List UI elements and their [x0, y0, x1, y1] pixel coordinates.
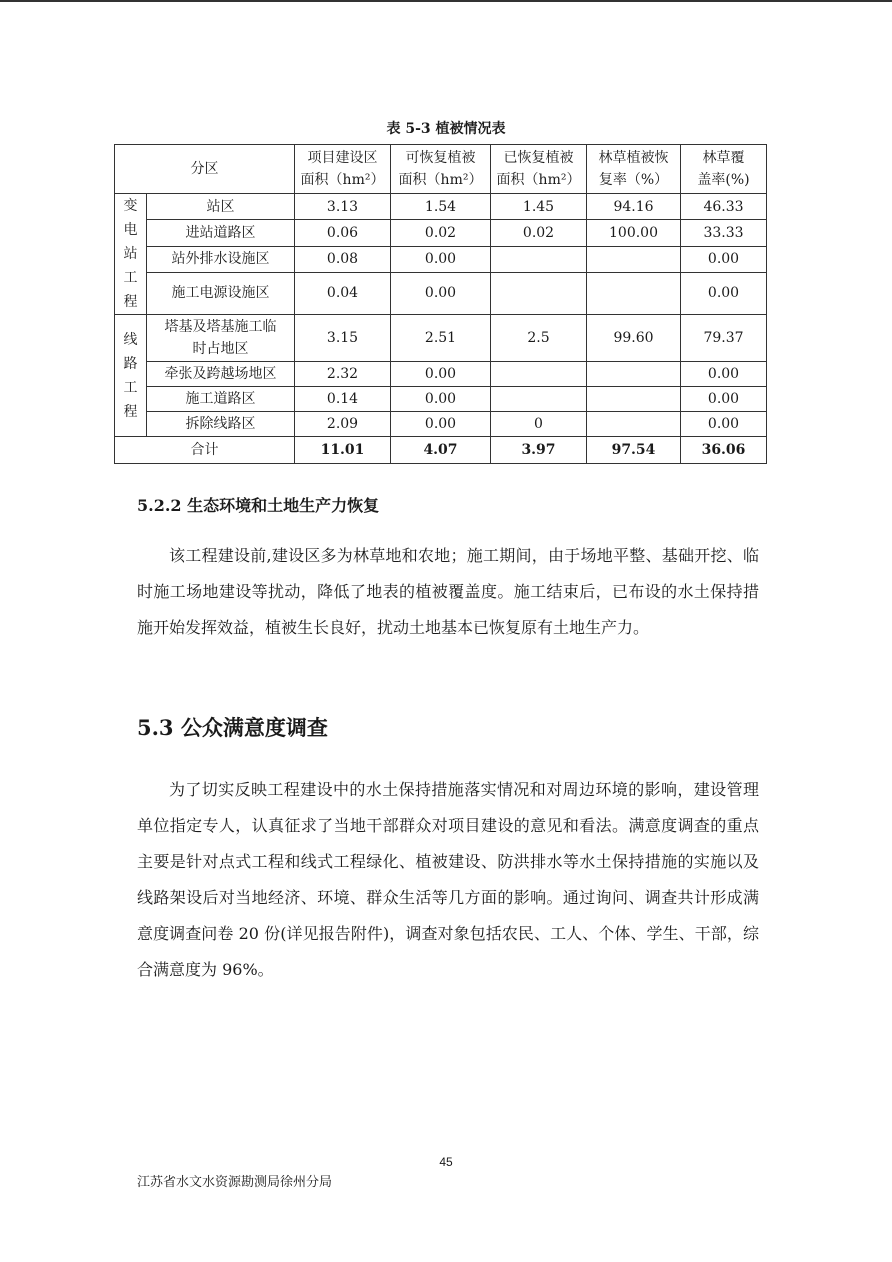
cell-restored — [491, 387, 587, 412]
cell-zone: 站区 — [147, 194, 295, 220]
cell-area: 2.09 — [295, 412, 391, 437]
cell-restored — [491, 246, 587, 272]
header-cover: 林草覆 盖率(%) — [681, 145, 767, 194]
cell-area: 0.14 — [295, 387, 391, 412]
table-header-row — [115, 145, 767, 194]
total-area: 11.01 — [295, 437, 391, 464]
cell-recoverable: 0.02 — [391, 220, 491, 246]
cell-zone: 塔基及塔基施工临 时占地区 — [147, 315, 295, 362]
cell-area: 0.08 — [295, 246, 391, 272]
cell-recoverable: 2.51 — [391, 315, 491, 362]
cell-recoverable: 0.00 — [391, 362, 491, 387]
table-row — [115, 220, 767, 246]
cell-recoverable: 1.54 — [391, 194, 491, 220]
paragraph-522: 该工程建设前,建设区多为林草地和农地；施工期间，由于场地平整、基础开挖、临时施工场地建设等扰动，降低了地表的植被覆盖度。施工结束后，已布设的水土保持措施开始发挥效益，植被生长良好，扰动土地基本已恢复原有土地生产力。 — [137, 546, 759, 637]
cell-rate — [587, 412, 681, 437]
cell-recoverable: 0.00 — [391, 272, 491, 314]
cell-recoverable: 0.00 — [391, 387, 491, 412]
section-heading-522: 5.2.2 生态环境和土地生产力恢复 — [137, 496, 380, 515]
table-row — [115, 315, 767, 362]
table-row — [115, 362, 767, 387]
table-row — [115, 246, 767, 272]
vegetation-table — [114, 144, 767, 464]
table-total-row — [115, 437, 767, 464]
cell-restored: 0.02 — [491, 220, 587, 246]
cell-cover: 46.33 — [681, 194, 767, 220]
cell-rate: 100.00 — [587, 220, 681, 246]
header-restored: 已恢复植被 面积（hm²） — [491, 145, 587, 194]
cell-recoverable: 0.00 — [391, 246, 491, 272]
cell-zone: 站外排水设施区 — [147, 246, 295, 272]
table-row — [115, 387, 767, 412]
cell-zone: 进站道路区 — [147, 220, 295, 246]
cell-zone: 施工电源设施区 — [147, 272, 295, 314]
cell-area: 2.32 — [295, 362, 391, 387]
table-row — [115, 272, 767, 314]
cell-zone: 牵张及跨越场地区 — [147, 362, 295, 387]
total-cover: 36.06 — [681, 437, 767, 464]
group-substation: 变 电 站 工 程 — [115, 194, 147, 315]
header-recoverable: 可恢复植被 面积（hm²） — [391, 145, 491, 194]
cell-rate — [587, 362, 681, 387]
page-number: 45 — [439, 1155, 453, 1169]
table-caption: 表 5-3 植被情况表 — [386, 121, 506, 137]
cell-rate: 99.60 — [587, 315, 681, 362]
header-area: 项目建设区 面积（hm²） — [295, 145, 391, 194]
cell-cover: 0.00 — [681, 362, 767, 387]
table-row — [115, 412, 767, 437]
total-label: 合计 — [115, 437, 295, 464]
cell-rate — [587, 246, 681, 272]
cell-restored — [491, 272, 587, 314]
cell-restored: 1.45 — [491, 194, 587, 220]
cell-recoverable: 0.00 — [391, 412, 491, 437]
cell-area: 0.06 — [295, 220, 391, 246]
footer-organization: 江苏省水文水资源勘测局徐州分局 — [137, 1175, 333, 1190]
cell-rate — [587, 272, 681, 314]
header-rate: 林草植被恢 复率（%） — [587, 145, 681, 194]
cell-cover: 33.33 — [681, 220, 767, 246]
total-restored: 3.97 — [491, 437, 587, 464]
group-line: 线 路 工 程 — [115, 315, 147, 437]
cell-restored: 0 — [491, 412, 587, 437]
cell-cover: 79.37 — [681, 315, 767, 362]
cell-cover: 0.00 — [681, 387, 767, 412]
cell-cover: 0.00 — [681, 246, 767, 272]
total-recoverable: 4.07 — [391, 437, 491, 464]
cell-zone: 拆除线路区 — [147, 412, 295, 437]
cell-area: 3.13 — [295, 194, 391, 220]
cell-rate: 94.16 — [587, 194, 681, 220]
cell-restored — [491, 362, 587, 387]
header-zone: 分区 — [115, 145, 295, 194]
section-heading-53: 5.3 公众满意度调查 — [137, 715, 328, 740]
cell-cover: 0.00 — [681, 412, 767, 437]
total-rate: 97.54 — [587, 437, 681, 464]
cell-rate — [587, 387, 681, 412]
cell-area: 3.15 — [295, 315, 391, 362]
cell-area: 0.04 — [295, 272, 391, 314]
cell-restored: 2.5 — [491, 315, 587, 362]
cell-zone: 施工道路区 — [147, 387, 295, 412]
paragraph-53: 为了切实反映工程建设中的水土保持措施落实情况和对周边环境的影响，建设管理单位指定专人，认真征求了当地干部群众对项目建设的意见和看法。满意度调查的重点主要是针对点式工程和线式工程绿化、植被建设、防洪排水等水土保持措施的实施以及线路架设后对当地经济、环境、群众生活等几方面的影响。通过询问、调查共计形成满意度调查问卷 20 份(详见报告附件)，调查对象包括农民、工人、个体、学生、干部，综合满意度为 96%。 — [137, 780, 759, 979]
table-row — [115, 194, 767, 220]
top-border-line — [0, 0, 892, 2]
cell-cover: 0.00 — [681, 272, 767, 314]
